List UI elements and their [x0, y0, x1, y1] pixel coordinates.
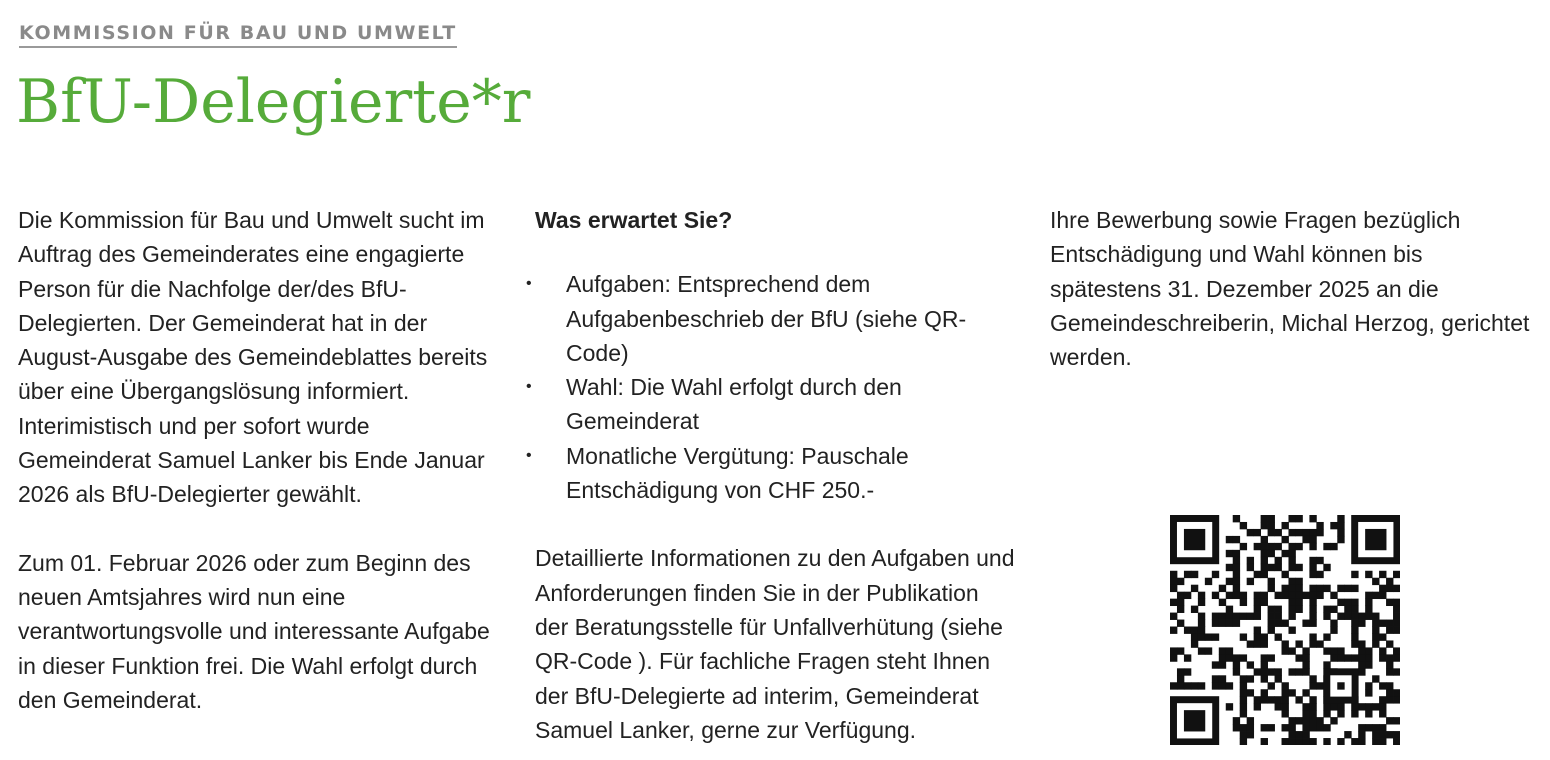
- list-item: [526, 370, 1015, 439]
- intro-paragraph: Die Kommission für Bau und Umwelt sucht im Auftrag des Gemeinderates eine engagierte Person für die Nachfolge der/des BfU-Delegierten. Der Gemeinderat hat in der August-Ausgabe des Gemeindeblattes bereits über eine Übergangslösung informiert. Interimistisch und per sofort wurde Gemeinderat Samuel Lanker bis Ende Januar 2026 als BfU-Delegierter gewählt.: [18, 207, 488, 508]
- list-item: [526, 439, 1015, 508]
- expectations-list: [526, 267, 1015, 507]
- list-item: [526, 267, 1015, 370]
- bullet-icon: •: [526, 378, 532, 396]
- list-item-text: Wahl: Die Wahl erfolgt durch den Gemeinderat: [566, 374, 902, 435]
- column-expectations: [526, 203, 1015, 747]
- column-application: [1050, 203, 1530, 374]
- info-paragraph: Detaillierte Informationen zu den Aufgaben und Anforderungen finden Sie in der Publikation der Beratungsstelle für Unfallverhütung (siehe QR-Code ). Für fachliche Fragen steht Ihnen der BfU-Delegierte ad interim, Gemeinderat Samuel Lanker, gerne zur Verfügung.: [535, 545, 1015, 743]
- column-intro: [18, 203, 498, 717]
- application-paragraph: Ihre Bewerbung sowie Fragen bezüglich Entschädigung und Wahl können bis spätestens 31. Dezember 2025 an die Gemeindeschreiberin, Michal Herzog, gerichtet werden.: [1050, 207, 1530, 371]
- bullet-icon: •: [526, 275, 532, 293]
- list-item-text: Monatliche Vergütung: Pauschale Entschädigung von CHF 250.-: [566, 442, 909, 504]
- bullet-icon: •: [526, 446, 532, 464]
- section-kicker: KOMMISSION FÜR BAU UND UMWELT: [19, 22, 457, 48]
- expectations-heading: Was erwartet Sie?: [535, 207, 733, 233]
- qr-code-icon[interactable]: [1170, 515, 1400, 745]
- list-item-text: Aufgaben: Entsprechend dem Aufgabenbeschrieb der BfU (siehe QR-Code): [566, 271, 967, 366]
- page-title: BfU-Delegierte*r: [16, 67, 531, 137]
- position-paragraph: Zum 01. Februar 2026 oder zum Beginn des neuen Amtsjahres wird nun eine verantwortungsvolle und interessante Aufgabe in dieser Funktion frei. Die Wahl erfolgt durch den Gemeinderat.: [18, 549, 490, 713]
